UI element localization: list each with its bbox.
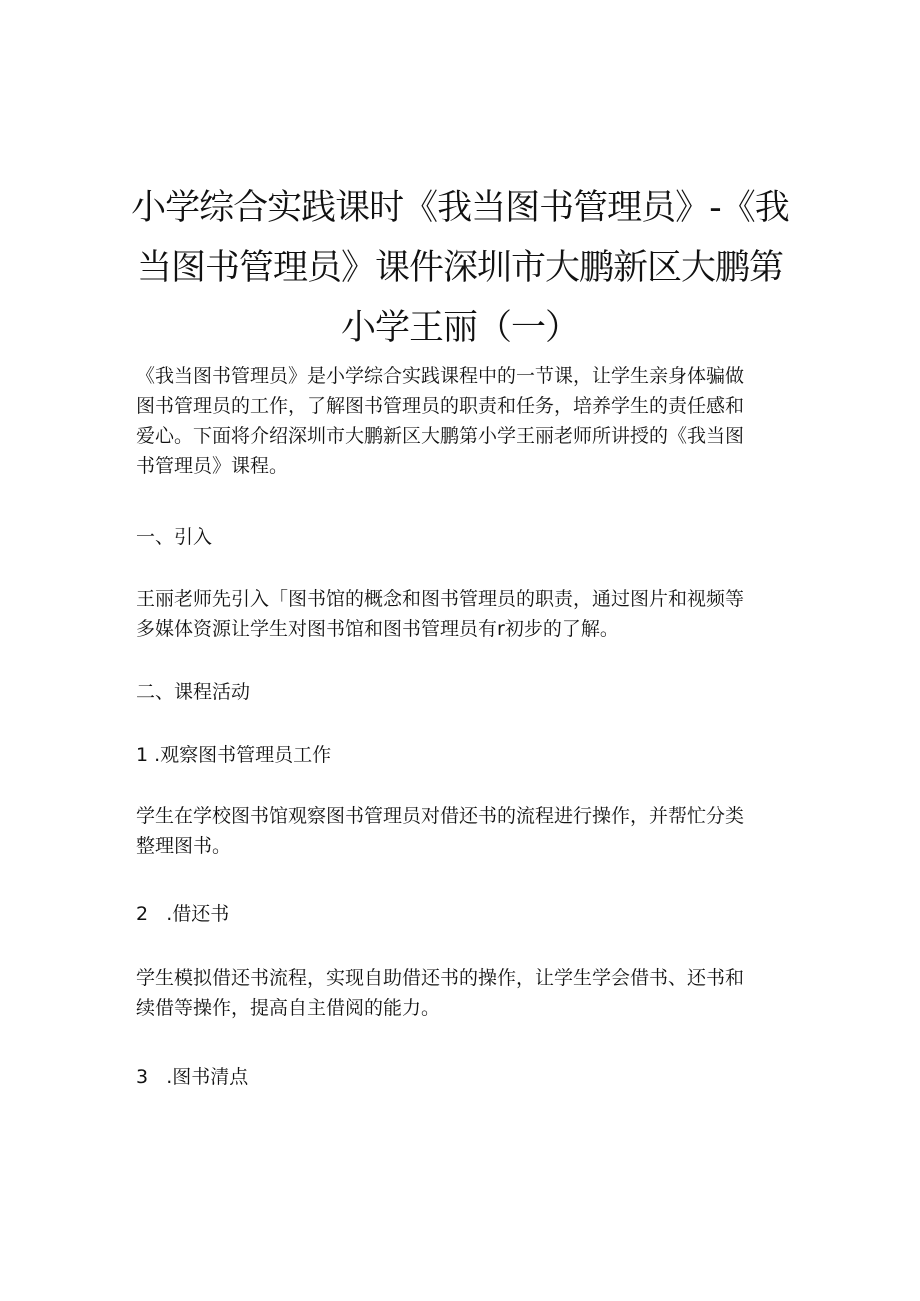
title-line-2: 当图书管理员》课件深圳市大鹏新区大鹏第 (136, 248, 783, 288)
section-heading-intro: 一、引入 (136, 526, 213, 548)
title-line-1: 小学综合实践课时《我当图书管理员》-《我 (131, 188, 789, 228)
observe-paragraph (136, 801, 786, 861)
borrow-return-line-1: 学生模拟借还书流程，实现自助借还书的操作，让学生学会借书、还书和 (136, 967, 745, 989)
subheading-borrow-return: 2 .借还书 (136, 903, 230, 925)
section-heading-activities: 二、课程活动 (136, 681, 251, 703)
document-title (120, 178, 800, 358)
observe-line-1: 学生在学校图书馆观察图书管理员对借还书的流程进行操作，并帮忙分类 (136, 805, 745, 827)
intro-line-4: 书管理员》课程。 (136, 455, 289, 477)
intro-line-3: 爱心。下面将介绍深圳市大鹏新区大鹏第小学王丽老师所讲授的《我当图 (136, 425, 745, 447)
subheading-inventory: 3 .图书清点 (136, 1066, 249, 1088)
section-intro-paragraph (136, 584, 786, 644)
section-intro-line-2: 多媒体资源让学生对图书馆和图书管理员有r初步的了解。 (136, 618, 619, 640)
intro-line-2: 图书管理员的工作，了解图书管理员的职责和任务，培养学生的责任感和 (136, 395, 745, 417)
intro-paragraph (136, 361, 786, 481)
section-intro-line-1: 王丽老师先引入「图书馆的概念和图书管理员的职责，通过图片和视频等 (136, 588, 745, 610)
borrow-return-line-2: 续借等操作，提高自主借阅的能力。 (136, 997, 441, 1019)
intro-line-1: 《我当图书管理员》是小学综合实践课程中的一节课，让学生亲身体骗做 (136, 365, 745, 387)
observe-line-2: 整理图书。 (136, 835, 232, 857)
subheading-observe: 1 .观察图书管理员工作 (136, 744, 332, 766)
borrow-return-paragraph (136, 963, 786, 1023)
title-line-3: 小学王丽（一） (340, 308, 579, 348)
